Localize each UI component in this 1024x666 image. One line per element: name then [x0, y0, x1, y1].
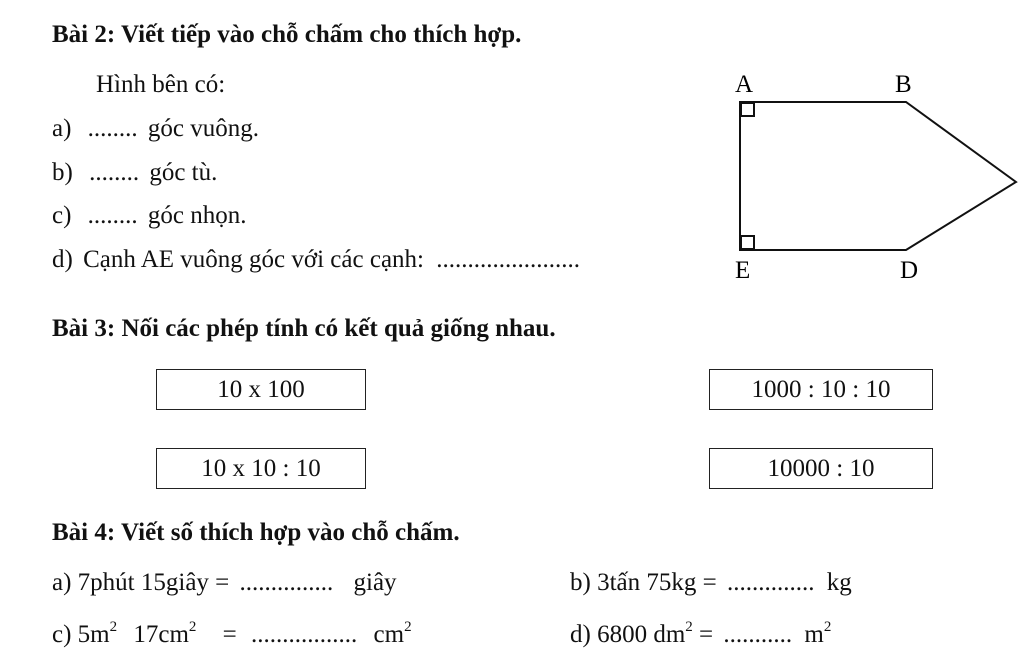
bai2-title: Bài 2: Viết tiếp vào chỗ chấm cho thích hợp.	[52, 21, 522, 48]
fill-blank[interactable]: ........	[89, 159, 140, 186]
item-unit: kg	[826, 569, 852, 596]
right-angle-mark-e	[741, 236, 754, 249]
bai4-item-d	[570, 619, 832, 648]
bai3-title: Bài 3: Nối các phép tính có kết quả giống nhau.	[52, 315, 556, 342]
fill-blank[interactable]: ...............	[239, 569, 334, 596]
exponent: 2	[685, 619, 693, 635]
item-label: c)	[52, 621, 72, 648]
vertex-label-a: A	[735, 71, 754, 98]
item-text: góc vuông.	[147, 115, 260, 142]
fill-blank[interactable]: ...........	[723, 621, 793, 648]
bai2-item-d	[52, 247, 580, 272]
item-label: b)	[570, 569, 591, 596]
item-unit: cm	[373, 621, 405, 648]
item-label: d)	[52, 246, 73, 273]
pentagon-figure	[720, 60, 1020, 290]
equals-sign: =	[222, 621, 237, 648]
item-expression: 3tấn 75kg =	[597, 569, 717, 596]
exponent: 2	[823, 619, 832, 635]
pentagon-shape	[740, 102, 1016, 250]
bai2-item-c	[52, 203, 247, 228]
equals-sign: =	[699, 621, 714, 648]
right-angle-mark-a	[741, 103, 754, 116]
expression-box[interactable]: 1000 : 10 : 10	[709, 369, 933, 410]
item-label: a)	[52, 115, 72, 142]
bai4-item-c	[52, 619, 412, 648]
bai4-item-b	[570, 570, 852, 595]
item-label: a)	[52, 569, 72, 596]
expression-box[interactable]: 10000 : 10	[709, 448, 933, 489]
item-text: góc nhọn.	[147, 202, 247, 229]
exponent: 2	[188, 619, 197, 635]
bai2-item-b	[52, 160, 217, 185]
vertex-label-d: D	[900, 257, 919, 284]
exponent: 2	[404, 619, 412, 635]
item-text: góc tù.	[149, 159, 218, 186]
item-unit: giây	[353, 569, 397, 596]
vertex-label-e: E	[735, 257, 751, 284]
bai2-item-a	[52, 116, 259, 141]
bai2-intro: Hình bên có:	[96, 71, 226, 98]
item-label: b)	[52, 159, 73, 186]
bai4-item-a	[52, 570, 397, 595]
fill-blank[interactable]: .......................	[436, 246, 580, 273]
exponent: 2	[109, 619, 118, 635]
fill-blank[interactable]: ..............	[726, 569, 815, 596]
fill-blank[interactable]: ........	[87, 115, 138, 142]
item-part: 6800 dm	[597, 621, 686, 648]
item-part: 5m	[77, 621, 110, 648]
item-text: Cạnh AE vuông góc với các cạnh:	[83, 246, 424, 273]
vertex-label-b: B	[895, 71, 912, 98]
fill-blank[interactable]: ........	[87, 202, 138, 229]
item-unit: m	[804, 621, 824, 648]
item-label: c)	[52, 202, 72, 229]
expression-box[interactable]: 10 x 10 : 10	[156, 448, 366, 489]
item-part: 17cm	[133, 621, 189, 648]
expression-box[interactable]: 10 x 100	[156, 369, 366, 410]
bai4-title: Bài 4: Viết số thích hợp vào chỗ chấm.	[52, 519, 460, 546]
fill-blank[interactable]: .................	[251, 621, 358, 648]
item-label: d)	[570, 621, 591, 648]
item-expression: 7phút 15giây =	[77, 569, 230, 596]
